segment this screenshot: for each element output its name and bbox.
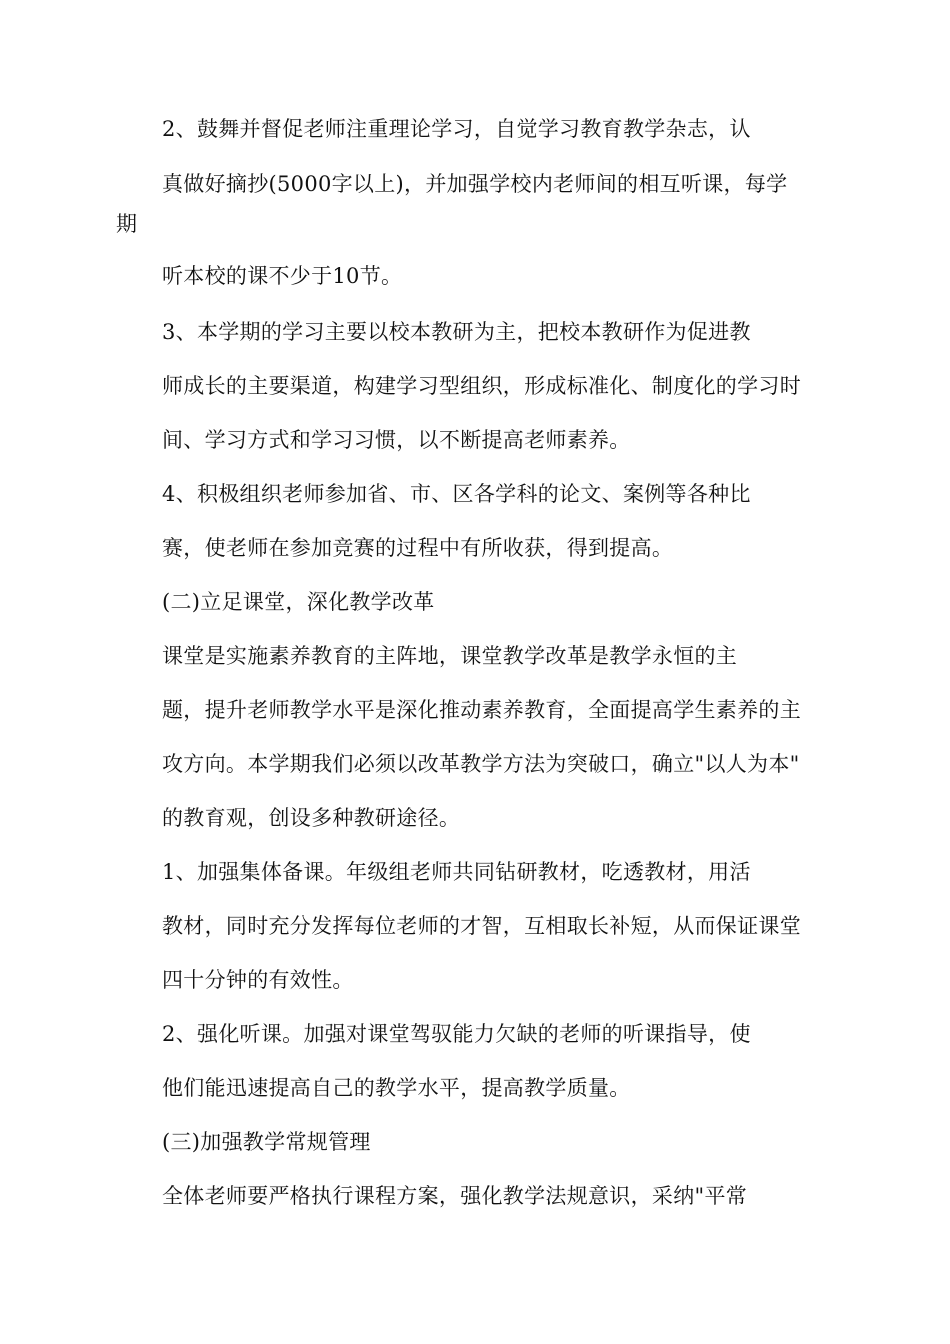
paragraph-line: 1、加强集体备课。年级组老师共同钻研教材，吃透教材，用活 — [162, 860, 751, 884]
paragraph-line: 间、学习方式和学习习惯，以不断提高老师素养。 — [162, 428, 631, 452]
section-heading: (三)加强教学常规管理 — [162, 1130, 371, 1154]
paragraph-line: 全体老师要严格执行课程方案，强化教学法规意识，采纳"平常 — [162, 1184, 748, 1208]
paragraph-line: 2、鼓舞并督促老师注重理论学习，自觉学习教育教学杂志，认 — [162, 117, 751, 141]
paragraph-line: 题，提升老师教学水平是深化推动素养教育，全面提高学生素养的主 — [162, 698, 801, 722]
paragraph-line: 课堂是实施素养教育的主阵地，课堂教学改革是教学永恒的主 — [162, 644, 738, 668]
paragraph-line: 师成长的主要渠道，构建学习型组织，形成标准化、制度化的学习时 — [162, 374, 801, 398]
paragraph-line: 教材，同时充分发挥每位老师的才智，互相取长补短，从而保证课堂 — [162, 914, 801, 938]
section-heading: (二)立足课堂，深化教学改革 — [162, 590, 435, 614]
paragraph-line: 他们能迅速提高自己的教学水平，提高教学质量。 — [162, 1076, 631, 1100]
paragraph-line: 期 — [116, 212, 138, 236]
paragraph-line: 四十分钟的有效性。 — [162, 968, 354, 992]
paragraph-line: 赛，使老师在参加竞赛的过程中有所收获，得到提高。 — [162, 536, 674, 560]
paragraph-line: 2、强化听课。加强对课堂驾驭能力欠缺的老师的听课指导，使 — [162, 1022, 751, 1046]
paragraph-line: 听本校的课不少于10节。 — [162, 264, 403, 288]
paragraph-line: 真做好摘抄(5000字以上)，并加强学校内老师间的相互听课，每学 — [162, 172, 788, 196]
paragraph-line: 4、积极组织老师参加省、市、区各学科的论文、案例等各种比 — [162, 482, 751, 506]
paragraph-line: 3、本学期的学习主要以校本教研为主，把校本教研作为促进教 — [162, 320, 751, 344]
paragraph-line: 的教育观，创设多种教研途径。 — [162, 806, 461, 830]
paragraph-line: 攻方向。本学期我们必须以改革教学方法为突破口，确立"以人为本" — [162, 752, 800, 776]
